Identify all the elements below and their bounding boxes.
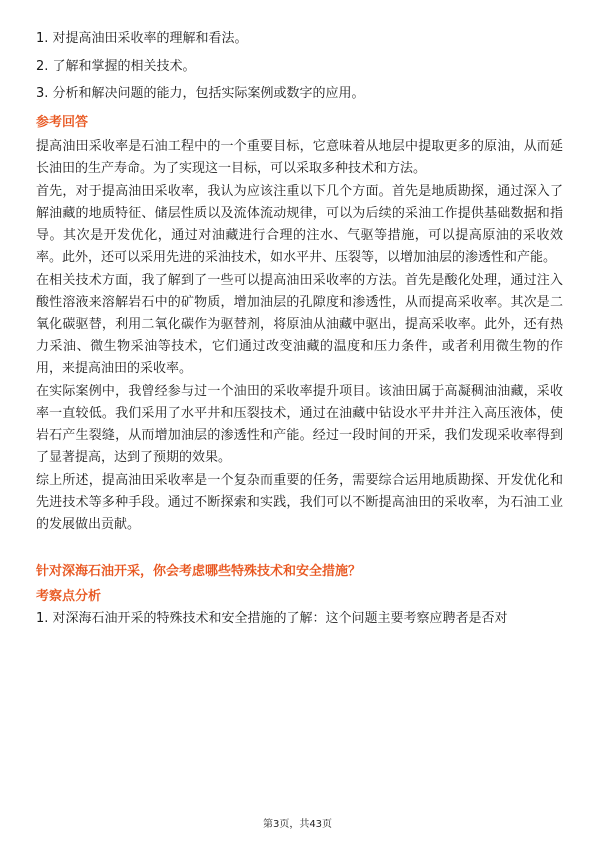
list-item: 1. 对提高油田采收率的理解和看法。	[36, 31, 248, 46]
page-number: 第3页，共43页	[262, 819, 333, 830]
intro-list	[36, 30, 563, 102]
answer-paragraph: 首先，对于提高油田采收率，我认为应该注重以下几个方面。首先是地质勘探，通过深入了解油藏的地质特征、储层性质以及流体流动规律，可以为后续的采油工作提供基础数据和指导。其次是开发优化，通过对油藏进行合理的注水、气驱等措施，可以提高原油的采收效率。此外，还可以采用先进的采油技术，如水平井、压裂等，以增加油层的渗透性和产能。	[36, 184, 563, 265]
answer-body	[36, 136, 563, 536]
answer-paragraph: 提高油田采收率是石油工程中的一个重要目标，它意味着从地层中提取更多的原油，从而延长油田的生产寿命。为了实现这一目标，可以采取多种技术和方法。	[36, 139, 563, 176]
list-item: 3. 分析和解决问题的能力，包括实际案例或数字的应用。	[36, 86, 365, 101]
analysis-heading: 考察点分析	[36, 589, 102, 604]
list-item: 2. 了解和掌握的相关技术。	[36, 58, 196, 74]
document-page	[36, 30, 563, 638]
question-title: 针对深海石油开采，你会考虑哪些特殊技术和安全措施？	[36, 564, 362, 579]
answer-heading: 参考回答	[36, 115, 89, 130]
analysis-point: 1. 对深海石油开采的特殊技术和安全措施的了解：这个问题主要考察应聘者是否对	[36, 611, 508, 626]
answer-paragraph: 在实际案例中，我曾经参与过一个油田的采收率提升项目。该油田属于高凝稠油油藏，采收率一直较低。我们采用了水平井和压裂技术，通过在油藏中钻设水平井并注入高压液体，使岩石产生裂缝，从而增加油层的渗透性和产能。经过一段时间的开采，我们发现采收率得到了显著提高，达到了预期的效果。	[36, 384, 563, 465]
answer-paragraph: 综上所述，提高油田采收率是一个复杂而重要的任务，需要综合运用地质勘探、开发优化和先进技术等多种手段。通过不断探索和实践，我们可以不断提高油田的采收率，为石油工业的发展做出贡献。	[36, 473, 563, 532]
answer-paragraph: 在相关技术方面，我了解到了一些可以提高油田采收率的方法。首先是酸化处理，通过注入酸性溶液来溶解岩石中的矿物质，增加油层的孔隙度和渗透性，从而提高采收率。其次是二氧化碳驱替，利用二氧化碳作为驱替剂，将原油从油藏中驱出，提高采收率。此外，还有热力采油、微生物采油等技术，它们通过改变油藏的温度和压力条件，或者利用微生物的作用，来提高油田的采收率。	[36, 273, 563, 376]
